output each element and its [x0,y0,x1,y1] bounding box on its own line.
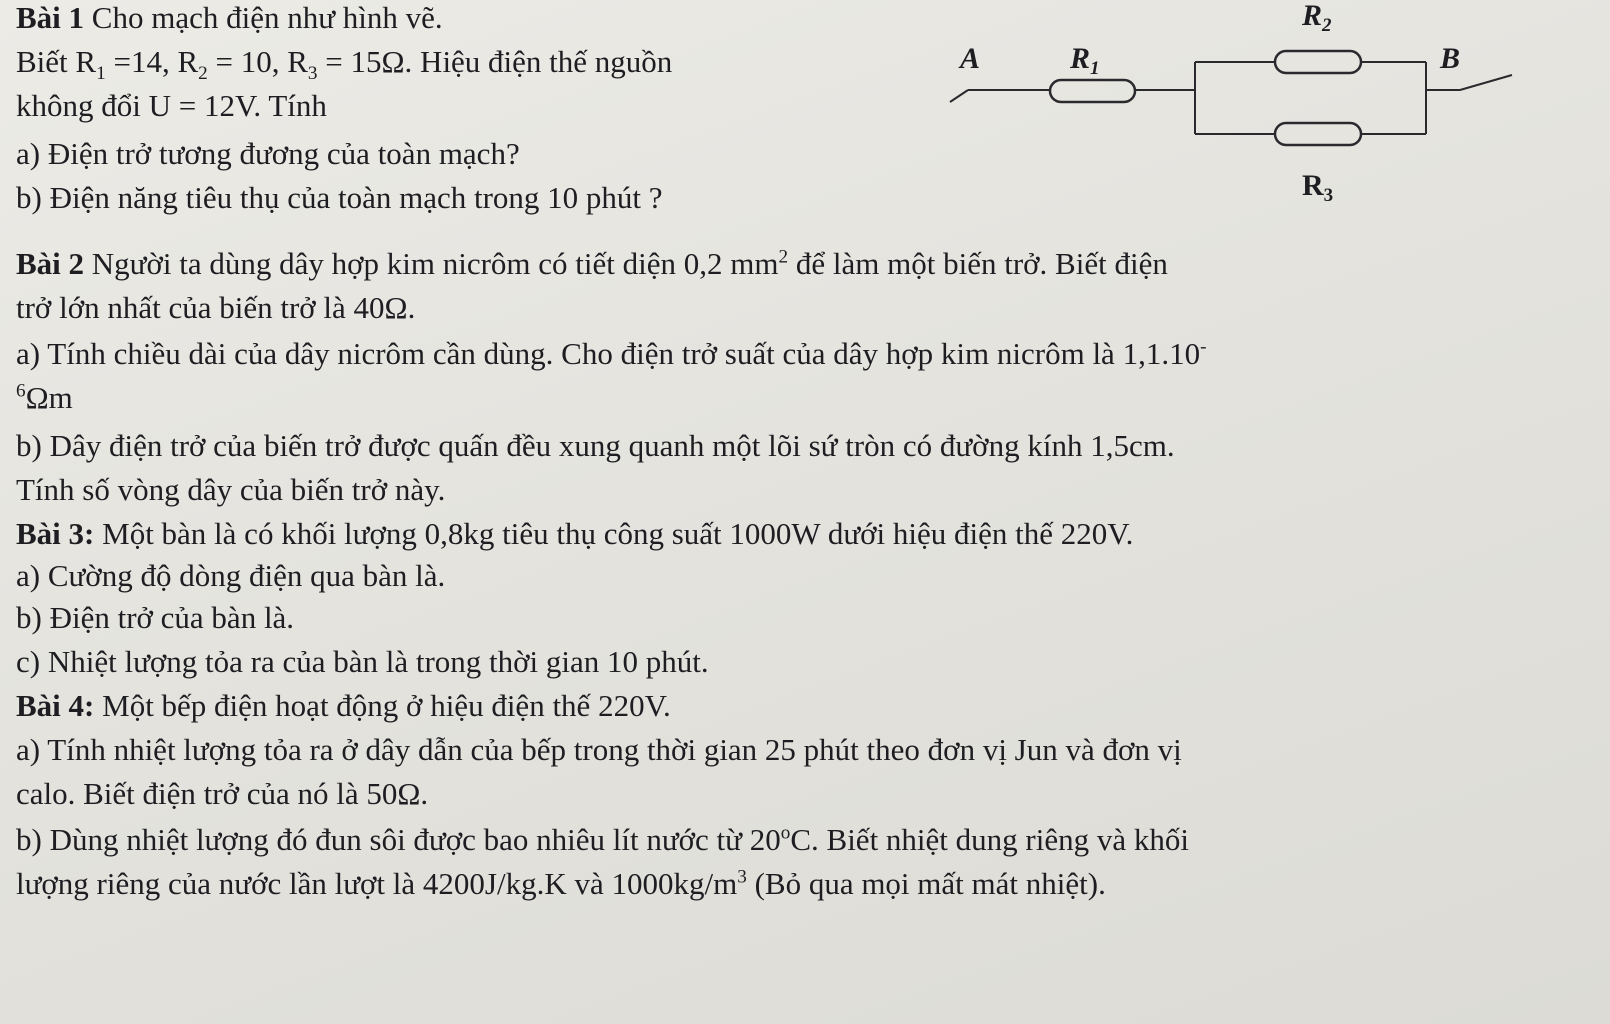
problem4-qb-line2-sup: 3 [737,866,747,888]
problem2-qa-sup: - [1200,336,1207,358]
given-prefix: Biết [16,44,76,79]
r1-subscript: 1 [96,63,106,85]
r3-label-sub: 3 [1323,185,1334,206]
problem4-text: Một bếp điện hoạt động ở hiệu điện thế 220V. [94,688,671,723]
r1-symbol: R [75,44,97,79]
problem4-qb-line2-b: (Bỏ qua mọi mất mát nhiệt). [746,866,1106,901]
problem1-given-line1 [16,44,673,85]
problem3-question-c: c) Nhiệt lượng tỏa ra của bàn là trong thời gian 10 phút. [16,644,709,679]
resistor-r3 [1275,123,1361,145]
problem4-line1 [16,688,671,724]
problem4-question-b-line2 [16,866,1106,902]
problem3-text: Một bàn là có khối lượng 0,8kg tiêu thụ công suất 1000W dưới hiệu điện thế 220V. [94,516,1134,551]
point-a-label: A [960,42,981,75]
problem4-question-a-line1: a) Tính nhiệt lượng tỏa ra ở dây dẫn của bếp trong thời gian 25 phút theo đơn vị Jun và đơn vị [16,732,1182,767]
problem2-line1 [16,246,1168,282]
r2-label [1301,0,1332,36]
problem4-title: Bài 4: [16,688,95,723]
problem3-title: Bài 3: [16,516,95,551]
problem2-line1-text-b: để làm một biến trở. Biết điện [788,246,1168,281]
wire-a-lead [950,90,968,102]
problem1-intro: Cho mạch điện như hình vẽ. [84,0,443,35]
wire-b-tail [1460,75,1512,90]
r3-label [1302,169,1333,206]
problem2-question-b-line2: Tính số vòng dây của biến trở này. [16,472,446,507]
problem1-question-a: a) Điện trở tương đương của toàn mạch? [16,136,520,171]
r2-label-letter: R [1302,0,1323,32]
resistor-r2 [1275,51,1361,73]
r1-label [1069,42,1100,79]
r2-subscript: 2 [198,63,208,85]
problem4-qb-line1-sup: o [780,822,791,844]
problem3-question-a: a) Cường độ dòng điện qua bàn là. [16,558,446,593]
problem2-line2: trở lớn nhất của biến trở là 40Ω. [16,290,416,325]
problem2-question-a-line2 [16,380,73,416]
problem3-question-b: b) Điện trở của bàn là. [16,600,295,635]
problem2-qa-text: a) Tính chiều dài của dây nicrôm cần dùng. Cho điện trở suất của dây hợp kim nicrôm là 1,1.10 [16,336,1201,371]
problem2-line1-sup: 2 [778,246,789,268]
r1-label-sub: 1 [1090,58,1100,79]
problem3-line1 [16,516,1133,552]
problem1-title: Bài 1 [16,0,85,35]
circuit-diagram [940,0,1560,210]
resistor-r1 [1050,80,1135,102]
problem1-question-b: b) Điện năng tiêu thụ của toàn mạch trong 10 phút ? [16,180,663,215]
point-b-label: B [1440,42,1461,75]
r3-value: = 15Ω. Hiệu điện thế nguồn [317,44,673,79]
problem2-question-a-line1 [16,336,1206,372]
problem2-question-b-line1: b) Dây điện trở của biến trở được quấn đều xung quanh một lõi sứ tròn có đường kính 1,5cm. [16,428,1175,463]
r1-label-letter: R [1070,42,1091,75]
r2-value: = 10, [207,44,288,79]
problem1-given-line2: không đổi U = 12V. Tính [16,88,327,123]
problem2-qa-line2-text: Ωm [25,380,73,415]
problem4-question-a-line2: calo. Biết điện trở của nó là 50Ω. [16,776,429,811]
r1-value: =14, [105,44,178,79]
problem2-qa-line2-sup: 6 [16,380,26,402]
r3-label-letter: R [1302,169,1324,202]
r2-label-sub: 2 [1322,15,1332,36]
r3-symbol: R [287,44,308,79]
problem1-title-line [16,0,443,36]
problem4-qb-line2-a: lượng riêng của nước lần lượt là 4200J/kg.K và 1000kg/m [16,866,738,901]
r2-symbol: R [177,44,199,79]
problem2-line1-text-a: Người ta dùng dây hợp kim nicrôm có tiết diện 0,2 mm [84,246,779,281]
problem4-qb-line1-a: b) Dùng nhiệt lượng đó đun sôi được bao nhiêu lít nước từ 20 [16,822,781,857]
problem4-qb-line1-b: C. Biết nhiệt dung riêng và khối [790,822,1189,857]
r3-subscript: 3 [307,63,318,85]
problem2-title: Bài 2 [16,246,85,281]
problem4-question-b-line1 [16,822,1189,858]
